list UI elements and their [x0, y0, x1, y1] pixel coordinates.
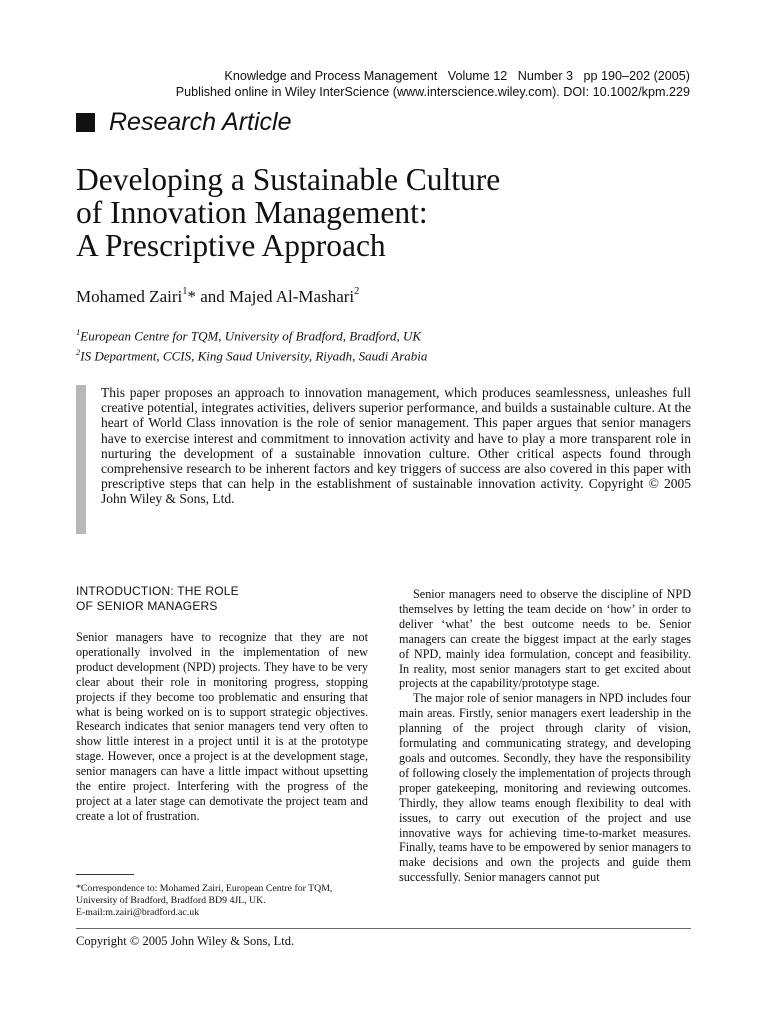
section-heading: [76, 584, 239, 614]
affiliation-text: European Centre for TQM, University of Bradford, Bradford, UK: [80, 328, 422, 344]
paper-title: [76, 163, 696, 262]
section-heading-line: INTRODUCTION: THE ROLE: [76, 584, 239, 598]
section-marker-icon: [76, 113, 95, 132]
copyright-notice: Copyright © 2005 John Wiley & Sons, Ltd.: [76, 934, 295, 948]
footnote-divider: [76, 874, 134, 875]
affiliation-marker: 2: [354, 286, 360, 298]
correspondence-footnote: [76, 883, 376, 919]
journal-citation: Knowledge and Process Management Volume 12 Number 3 pp 190–202 (2005): [224, 69, 690, 83]
paragraph: The major role of senior managers in NPD includes four main areas. Firstly, senior managers exert leadership in the planning of the project through clarity of vision, formulating and communicating strategy, and developing goals and outcomes. Secondly, they have the responsibility of following closely the implementation of projects through proper gatekeeping, monitoring and reviewing outcomes. Thirdly, they allow teams enough flexibility to deal with issues, to carry out execution of the project and use innovative ways for achieving time-to-market measures. Finally, teams have to be empowered by senior managers to make decisions and own the projects and guide them successfully. Senior managers cannot put: [399, 691, 691, 885]
author-connector: and: [195, 287, 230, 306]
footnote-line: *Correspondence to: Mohamed Zairi, European Centre for TQM,: [76, 883, 333, 894]
affiliation: [76, 344, 427, 364]
footnote-line: E-mail:m.zairi@bradford.ac.uk: [76, 907, 199, 918]
title-line: Developing a Sustainable Culture: [76, 162, 501, 197]
author-name: Majed Al-Mashari: [229, 287, 355, 306]
affiliation: [76, 324, 427, 344]
publication-info: Published online in Wiley InterScience (www.interscience.wiley.com). DOI: 10.1002/kpm.229: [175, 85, 690, 99]
section-heading-line: OF SENIOR MANAGERS: [76, 599, 218, 613]
article-type-label: Research Article: [109, 108, 292, 136]
affiliation-marker: 1: [182, 286, 188, 298]
correspondence-marker: *: [187, 287, 196, 306]
paragraph: Senior managers need to observe the discipline of NPD themselves by letting the team decide on ‘how’ in order to deliver ‘what’ the best outcome needs to be. Senior managers can create the biggest impact at the early stages of NPD, mainly idea formulation, concept and feasibility. In reality, most senior managers start to get excited about projects at the capability/prototype stage.: [399, 587, 691, 691]
paragraph: Senior managers have to recognize that they are not operationally involved in the implementation of new product development (NPD) projects. They have to be very clear about their role in monitoring progress, stopping projects if they become too problematic and ensuring that what is being worked on is to support strategic objectives. Research indicates that senior managers tend very often to show little interest in a project until it is at the prototype stage. However, once a project is at the development stage, senior managers can have a little impact without upsetting the entire project. Interfering with the progress of the project at a later stage can demotivate the project team and create a lot of frustration.: [76, 630, 368, 823]
body-column-left: [76, 630, 368, 824]
abstract-sidebar: [76, 385, 86, 534]
title-line: of Innovation Management:: [76, 195, 428, 230]
author-list: [76, 287, 359, 307]
article-type: [76, 108, 291, 137]
body-column-right: [399, 587, 691, 885]
abstract: This paper proposes an approach to innovation management, which produces seamlessness, unleashes full creative potential, integrates activities, delivers superior performance, and builds a sustainable culture. At the heart of World Class innovation is the role of senior management. This paper argues that senior managers have to exercise interest and commitment to innovation activity and have to play a more transparent role in nurturing the development of a sustainable innovation culture. Other critical aspects found through comprehensive research to be inherent factors and key triggers of success are also covered in this paper with prescriptive steps that can help in the establishment of sustainable innovation activity. Copyright © 2005 John Wiley & Sons, Ltd.: [101, 385, 691, 507]
affiliation-text: IS Department, CCIS, King Saud University, Riyadh, Saudi Arabia: [80, 348, 428, 364]
affiliation-number: 1: [76, 327, 81, 337]
affiliations: [76, 324, 427, 365]
affiliation-number: 2: [76, 347, 81, 358]
author-name: Mohamed Zairi: [76, 287, 183, 306]
title-line: A Prescriptive Approach: [76, 228, 386, 263]
footer-divider: [76, 928, 691, 929]
footnote-line: University of Bradford, Bradford BD9 4JL, UK.: [76, 895, 266, 906]
